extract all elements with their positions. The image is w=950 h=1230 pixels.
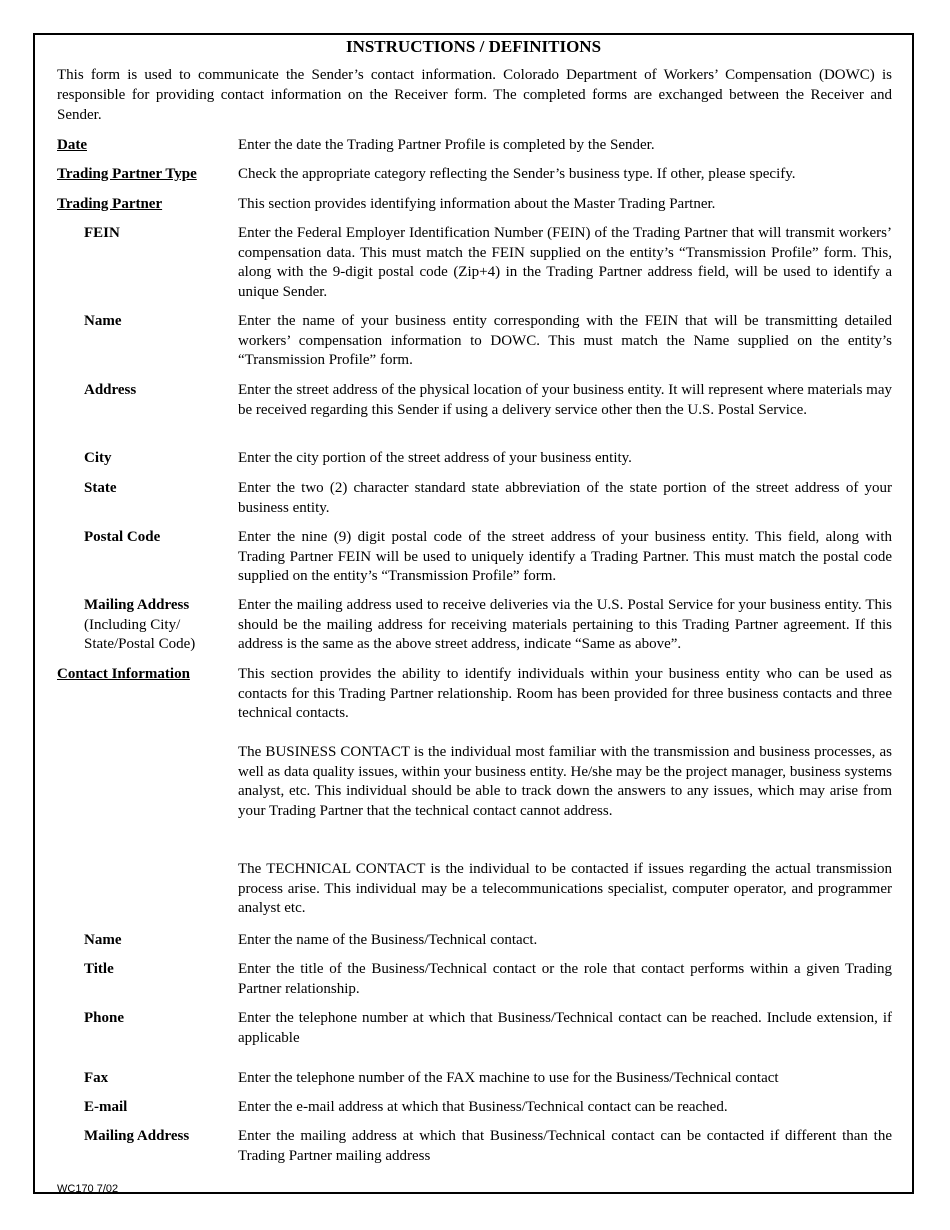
entry-label: Mailing Address — [84, 1128, 190, 1144]
entry-label: Trading Partner — [57, 196, 163, 212]
entry-label: Phone — [84, 1010, 125, 1026]
intro-paragraph: This form is used to communicate the Sender’s contact information. Colorado Department of Workers’ Compensation (DOWC) is responsible for providing contact information on the Receiver form. The completed forms are exchanged between the Receiver and Sender. — [57, 67, 892, 123]
entry-label-note: State/Postal Code) — [84, 636, 196, 652]
entry-label: City — [84, 450, 112, 466]
entry-description: Enter the telephone number at which that Business/Technical contact can be reached. Include extension, if applicable — [238, 1010, 892, 1046]
entry-description: Enter the mailing address at which that Business/Technical contact can be contacted if different than the Trading Partner mailing address — [238, 1128, 892, 1164]
entry-description: Enter the street address of the physical location of your business entity. It will represent where materials may be received regarding this Sender if using a delivery service other then the U.S. Postal Service. — [238, 382, 892, 418]
entry-label: FEIN — [84, 225, 120, 241]
page-title: INSTRUCTIONS / DEFINITIONS — [345, 37, 602, 56]
entry-description: Enter the telephone number of the FAX machine to use for the Business/Technical contact — [238, 1070, 779, 1086]
entry-label — [84, 596, 264, 655]
entry-label: Date — [57, 137, 87, 153]
entry-description — [238, 665, 892, 919]
entry-description: Enter the name of the Business/Technical contact. — [238, 932, 538, 948]
entry-description: This section provides identifying information about the Master Trading Partner. — [238, 196, 716, 212]
entry-description: Enter the title of the Business/Technical contact or the role that contact performs within a given Trading Partner relationship. — [238, 961, 892, 997]
entry-label: Address — [84, 382, 137, 398]
entry-description: Enter the mailing address used to receive deliveries via the U.S. Postal Service for your business entity. This should be the mailing address for receiving materials pertaining to this Trading Partner agreement. If this address is the same as the above street address, indicate “Same as above”. — [238, 597, 892, 652]
technical-contact-paragraph: The TECHNICAL CONTACT is the individual to be contacted if issues regarding the actual transmission process arise. This individual may be a telecommunications specialist, computer operator, and programmer analyst etc. — [238, 861, 892, 916]
entry-description: Enter the name of your business entity corresponding with the FEIN that will be transmitting detailed workers’ compensation information to DOWC. This must match the Name supplied on the entity’s “Transmission Profile” form. — [238, 313, 892, 368]
entry-label-note: (Including City/ — [84, 616, 181, 633]
form-frame — [33, 33, 914, 1194]
entry-label: Postal Code — [84, 529, 161, 545]
business-contact-paragraph: The BUSINESS CONTACT is the individual most familiar with the transmission and business processes, as well as data quality issues, within your business entity. He/she may be the project manager, business systems analyst, etc. This individual should be able to track down the answers to any issues, which may arise from your Trading Partner that the technical contact cannot address. — [238, 744, 892, 819]
entry-description: Enter the nine (9) digit postal code of the street address of your business entity. This field, along with Trading Partner FEIN will be used to uniquely identify a Trading Partner. This must match the postal code supplied on the entity’s “Transmission Profile” form. — [238, 529, 892, 584]
contact-info-paragraph: This section provides the ability to identify individuals within your business entity who can be used as contacts for this Trading Partner relationship. Room has been provided for three business contacts and three technical contacts. — [238, 666, 892, 721]
entry-description: Enter the e-mail address at which that Business/Technical contact can be reached. — [238, 1099, 728, 1115]
entry-label-main: Mailing Address — [84, 597, 190, 613]
entry-description: Check the appropriate category reflecting the Sender’s business type. If other, please specify. — [238, 166, 796, 182]
entry-label: E-mail — [84, 1099, 128, 1115]
entry-label: Name — [84, 932, 122, 948]
entry-label: Contact Information — [57, 666, 190, 682]
entry-label: Name — [84, 313, 122, 329]
entry-description: Enter the two (2) character standard state abbreviation of the state portion of the street address of your business entity. — [238, 480, 892, 516]
entry-label: Title — [84, 961, 114, 977]
entry-label: State — [84, 480, 117, 496]
entry-label: Trading Partner Type — [57, 166, 197, 182]
entry-description: Enter the city portion of the street address of your business entity. — [238, 450, 632, 466]
form-number-footer: WC170 7/02 — [57, 1183, 119, 1195]
entry-label: Fax — [84, 1070, 109, 1086]
entry-description: Enter the Federal Employer Identification Number (FEIN) of the Trading Partner that will transmit workers’ compensation data. This must match the FEIN supplied on the entity’s “Transmission Profile” form. This, along with the 9-digit postal code (Zip+4) in the Trading Partner address field, will be used to identify a unique Sender. — [238, 225, 892, 300]
entry-description: Enter the date the Trading Partner Profile is completed by the Sender. — [238, 137, 655, 153]
